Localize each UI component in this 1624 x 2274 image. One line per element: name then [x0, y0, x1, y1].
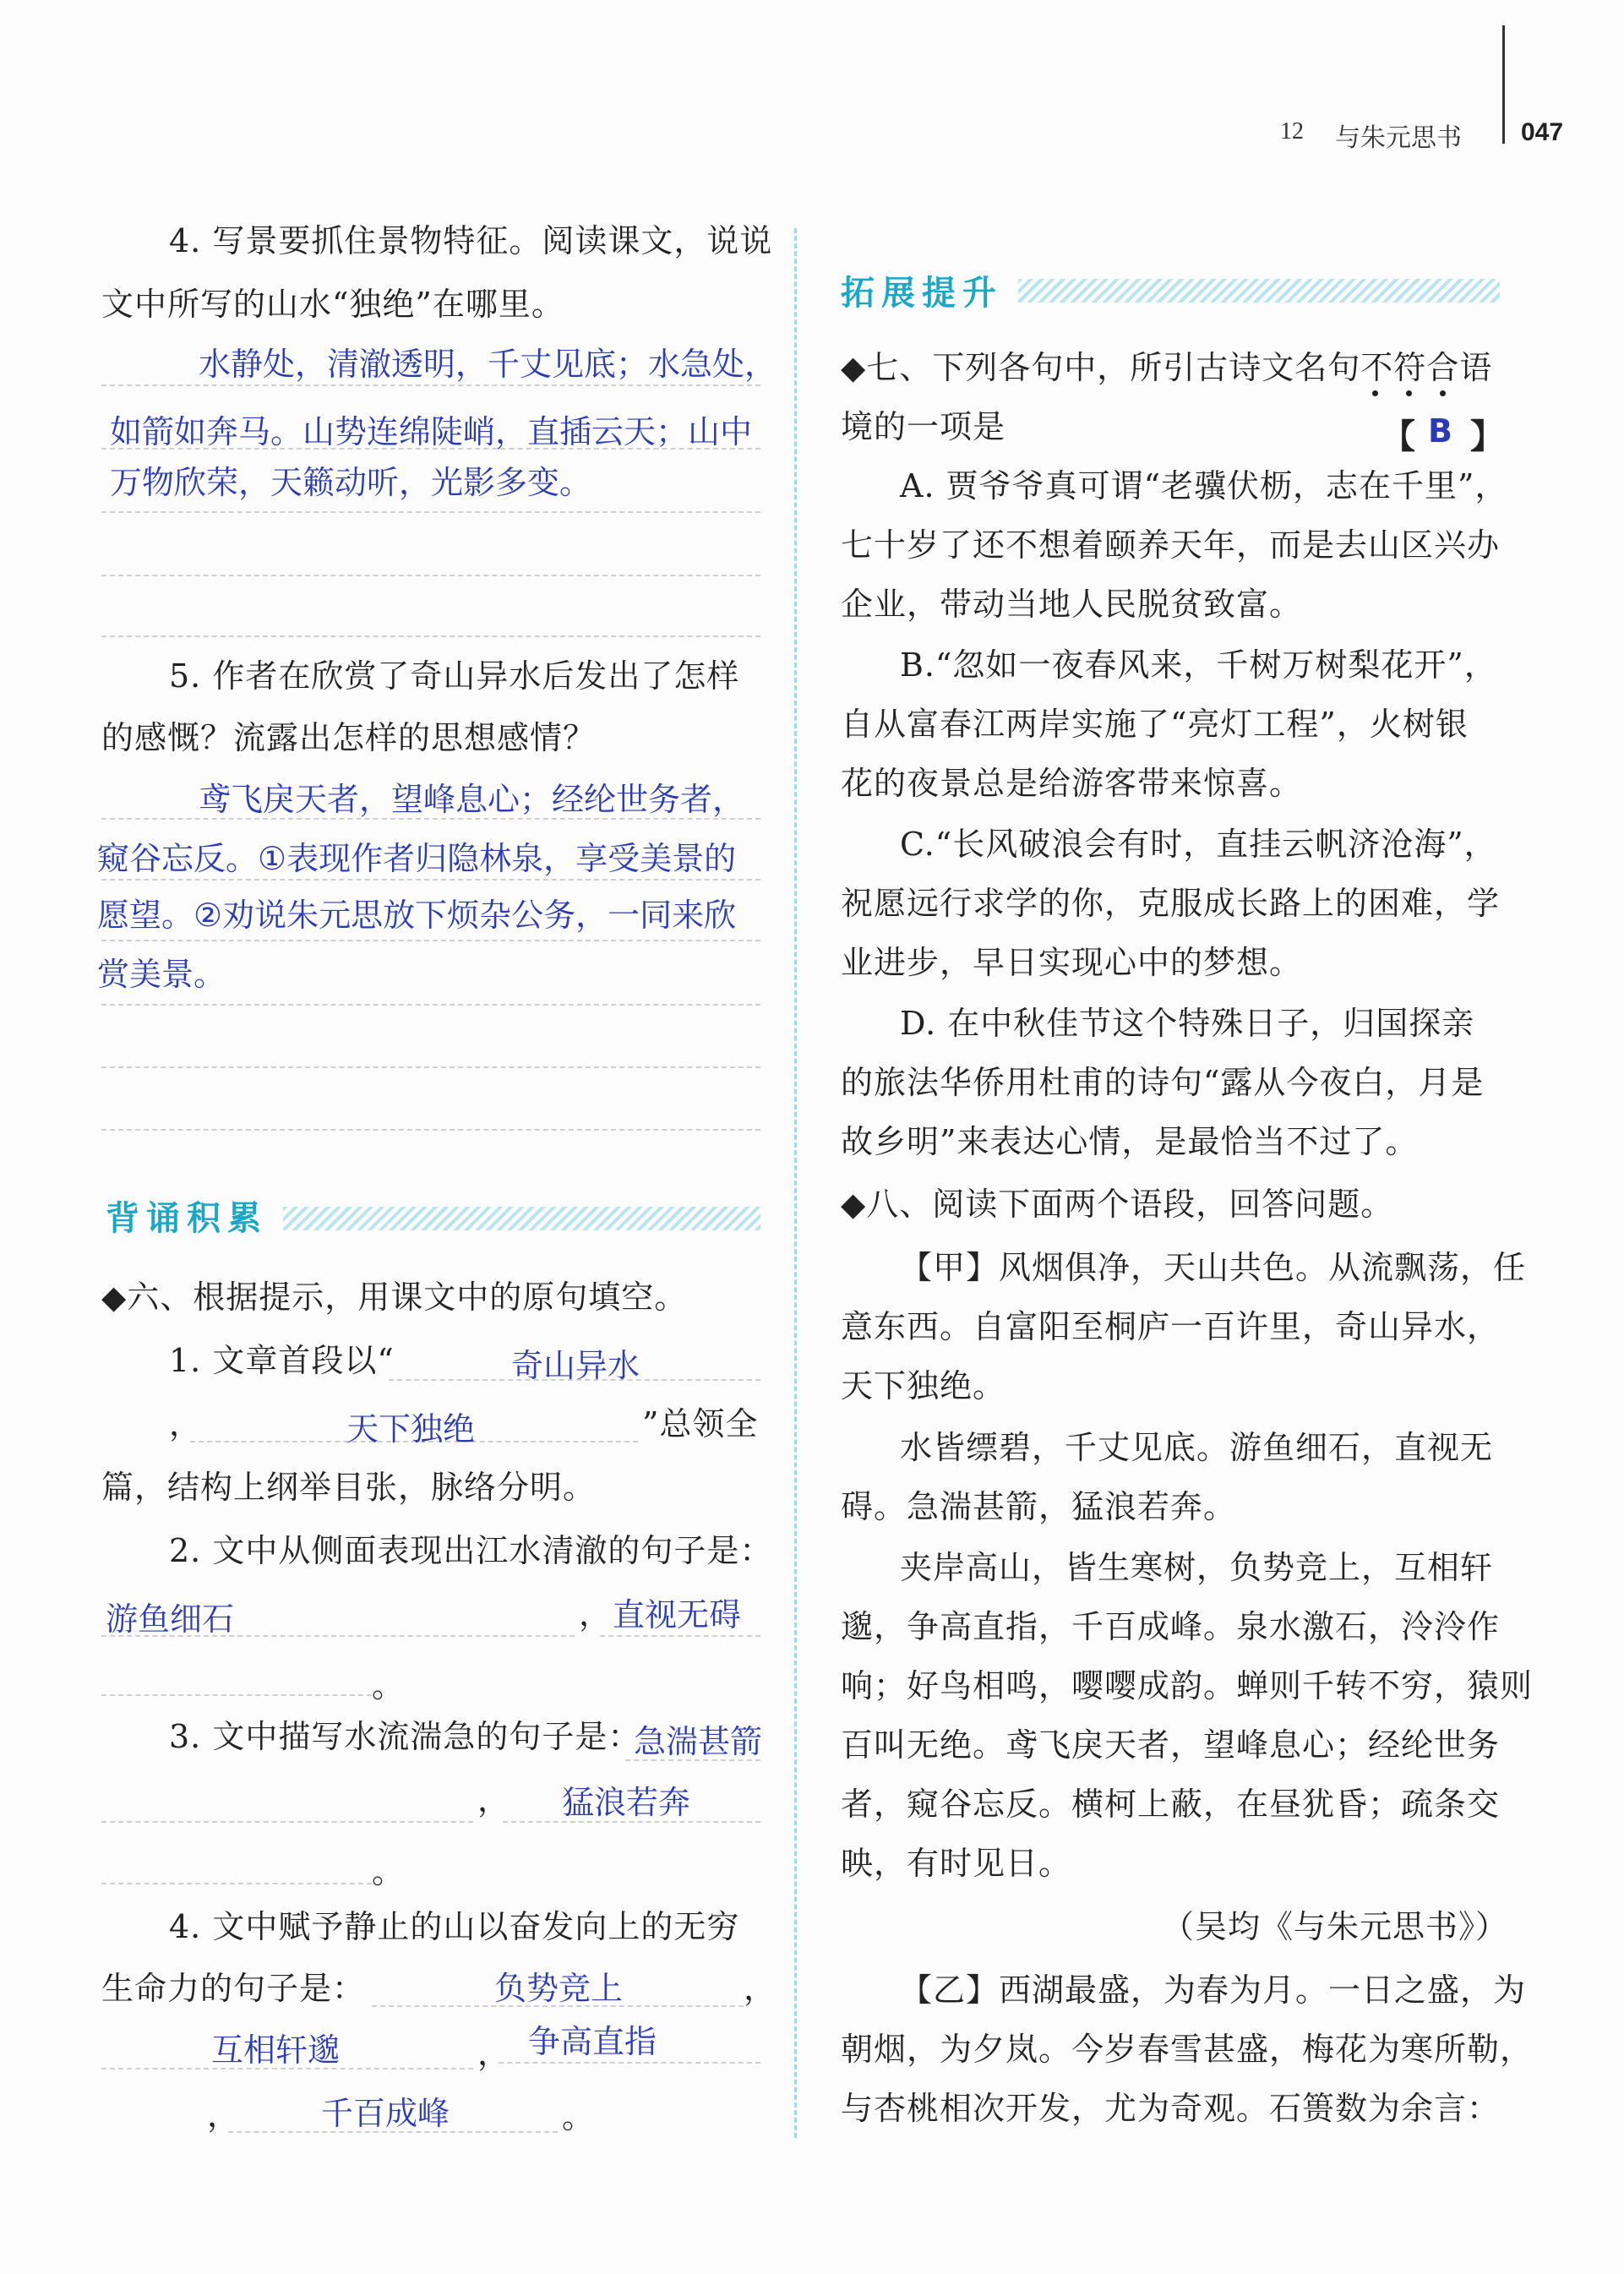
q4-answer-line1: 水静处，清澈透明，千丈见底；水急处， [199, 346, 777, 383]
blank-rule [499, 2062, 760, 2064]
q7-option-line: 花的夜景总是给游客带来惊喜。 [841, 765, 1303, 802]
q7-option-line: A. 贾爷爷真可谓“老骥伏枥，志在千里”， [900, 467, 1508, 504]
s1-prefix: 1. 文章首段以“ [169, 1342, 395, 1379]
s2-comma: ， [579, 1595, 613, 1633]
page-number: 047 [1521, 118, 1564, 146]
q5-answer-line1: 鸢飞戾天者，望峰息心；经纶世务者， [199, 781, 745, 818]
q5-answer-line2: 窥谷忘反。①表现作者归隐林泉，享受美景的 [97, 840, 737, 877]
passage-line: 水皆缥碧，千丈见底。游鱼细石，直视无 [900, 1429, 1494, 1466]
blank-rule [625, 1759, 760, 1761]
passage-line: 夹岸高山，皆生寒树，负势竞上，互相轩 [900, 1549, 1494, 1586]
passage-line: 百叫无绝。鸢飞戾天者，望峰息心；经纶世务 [841, 1726, 1501, 1764]
answer-rule [101, 575, 760, 576]
q7-option-line: C.“长风破浪会有时，直挂云帆济沧海”， [900, 826, 1497, 863]
blank-rule [101, 1635, 575, 1637]
s1-answer2: 天下独绝 [346, 1410, 476, 1448]
q5-text-line1: 5. 作者在欣赏了奇山异水后发出了怎样 [169, 657, 740, 695]
q4-text-line2: 文中所写的山水“独绝”在哪里。 [101, 286, 564, 323]
answer-rule [101, 384, 760, 386]
s2-end: 。 [372, 1667, 406, 1704]
passage-line: 响；好鸟相鸣，嘤嘤成韵。蝉则千转不穷，猿则 [841, 1667, 1534, 1704]
answer-rule [101, 511, 760, 513]
q7-option-line: 企业，带动当地人民脱贫致富。 [841, 586, 1303, 623]
passage-line: 者，窥谷忘反。横柯上蔽，在昼犹昏；疏条交 [841, 1786, 1501, 1823]
q7-option-line: B.“忽如一夜春风来，千树万树梨花开”， [900, 646, 1497, 684]
q7-line1: ◆七、下列各句中，所引古诗文名句不符合语 [841, 349, 1493, 386]
s3-answer1: 急湍甚箭 [634, 1723, 763, 1760]
passage-line: 天下独绝。 [841, 1367, 1006, 1404]
s2-prefix: 2. 文中从侧面表现出江水清澈的句子是： [169, 1532, 773, 1569]
q8-title: ◆八、阅读下面两个语段，回答问题。 [841, 1186, 1394, 1223]
s3-end: 。 [372, 1853, 406, 1890]
s4-comma3: ， [207, 2097, 241, 2134]
blank-rule [101, 2068, 473, 2070]
s2-answer1: 游鱼细石 [106, 1601, 235, 1638]
blank-rule [600, 1635, 760, 1637]
blank-rule [101, 1883, 372, 1884]
lesson-number: 12 [1280, 118, 1304, 145]
answer-bracket-close: 】 [1470, 417, 1504, 456]
q7-answer: B [1428, 412, 1452, 450]
q7-option-line: D. 在中秋佳节这个特殊日子，归国探亲 [900, 1005, 1475, 1042]
s4-line1: 4. 文中赋予静止的山以奋发向上的无穷 [169, 1908, 740, 1945]
s4-answer4: 千百成峰 [321, 2095, 450, 2132]
q4-answer-line3: 万物欣荣，天籁动听，光影多变。 [110, 464, 592, 501]
s4-end: 。 [562, 2098, 596, 2135]
section-heading-extend: 拓展提升 [841, 274, 1003, 313]
s4-answer3: 争高直指 [528, 2023, 657, 2060]
passage2-line: 与杏桃相次开发，尤为奇观。石篑数为余言： [841, 2090, 1501, 2127]
s1-suffix: ”总领全 [642, 1405, 759, 1442]
header-divider [1502, 25, 1505, 144]
answer-rule [101, 1004, 760, 1006]
s1-comma: ， [169, 1405, 203, 1442]
s3-comma: ， [477, 1781, 511, 1819]
blank-rule [503, 1821, 760, 1823]
s2-answer2: 直视无碍 [613, 1596, 742, 1633]
q7-option-line: 的旅法华侨用杜甫的诗句“露从今夜白，月是 [841, 1064, 1485, 1101]
answer-rule [101, 448, 760, 450]
q7-line2: 境的一项是 [841, 408, 1006, 445]
emphasis-dot [1406, 390, 1412, 396]
blank-rule [228, 2131, 558, 2133]
s3-prefix: 3. 文中描写水流湍急的句子是： [169, 1718, 641, 1755]
q4-text-line1: 4. 写景要抓住景物特征。阅读课文，说说 [169, 222, 773, 259]
q7-option-line: 业进步，早日实现心中的梦想。 [841, 944, 1303, 981]
blank-rule [101, 1694, 372, 1696]
emphasis-dot [1440, 390, 1446, 396]
answer-rule [101, 818, 760, 820]
answer-bracket-open: 【 [1381, 417, 1415, 456]
q4-answer-line2: 如箭如奔马。山势连绵陡峭，直插云天；山中 [110, 413, 753, 450]
heading-hatch [283, 1207, 760, 1230]
passage-source: （吴均《与朱元思书》） [1162, 1908, 1509, 1945]
column-divider [794, 228, 809, 2138]
s1-answer1: 奇山异水 [511, 1347, 640, 1384]
q5-answer-line3: 愿望。②劝说朱元思放下烦杂公务，一同来欣 [97, 897, 737, 934]
passage-line: 【甲】风烟俱净，天山共色。从流飘荡，任 [900, 1249, 1527, 1286]
passage-line: 映，有时见日。 [841, 1845, 1072, 1882]
s4-comma1: ， [744, 1970, 777, 2007]
section-heading-recite: 背诵积累 [106, 1199, 268, 1238]
blank-rule [101, 1821, 473, 1823]
s4-line2: 生命力的句子是： [101, 1970, 366, 2007]
passage2-line: 【乙】西湖最盛，为春为月。一日之盛，为 [900, 1971, 1527, 2009]
s4-comma2: ， [477, 2035, 511, 2072]
q7-option-line: 故乡明”来表达心情，是最恰当不过了。 [841, 1123, 1419, 1160]
q7-option-line: 七十岁了还不想着颐养天年，而是去山区兴办 [841, 526, 1501, 564]
s4-answer1: 负势竞上 [494, 1970, 624, 2007]
passage-line: 邈，争高直指，千百成峰。泉水激石，泠泠作 [841, 1608, 1501, 1645]
q5-answer-line4: 赏美景。 [97, 956, 226, 993]
emphasis-dot [1372, 390, 1378, 396]
passage2-line: 朝烟，为夕岚。今岁春雪甚盛，梅花为寒所勒， [841, 2031, 1534, 2068]
answer-rule [101, 940, 760, 941]
lesson-title: 与朱元思书 [1335, 123, 1462, 153]
s1-line3: 篇，结构上纲举目张，脉络分明。 [101, 1469, 597, 1506]
blank-rule [372, 2005, 744, 2007]
answer-rule [101, 1066, 760, 1068]
answer-rule [101, 879, 760, 881]
s4-answer2: 互相轩邈 [211, 2031, 341, 2069]
q5-text-line2: 的感慨？流露出怎样的思想感情？ [101, 719, 597, 756]
q6-title: ◆六、根据提示，用课文中的原句填空。 [101, 1279, 688, 1316]
q7-option-line: 祝愿远行求学的你，克服成长路上的困难，学 [841, 885, 1501, 922]
passage-line: 意东西。自富阳至桐庐一百许里，奇山异水， [841, 1308, 1501, 1345]
answer-rule [101, 1129, 760, 1131]
heading-hatch [1018, 279, 1500, 303]
q7-option-line: 自从富春江两岸实施了“亮灯工程”，火树银 [841, 706, 1469, 743]
passage-line: 碍。急湍甚箭，猛浪若奔。 [841, 1488, 1237, 1525]
answer-rule [101, 635, 760, 637]
s3-answer2: 猛浪若奔 [562, 1784, 691, 1821]
